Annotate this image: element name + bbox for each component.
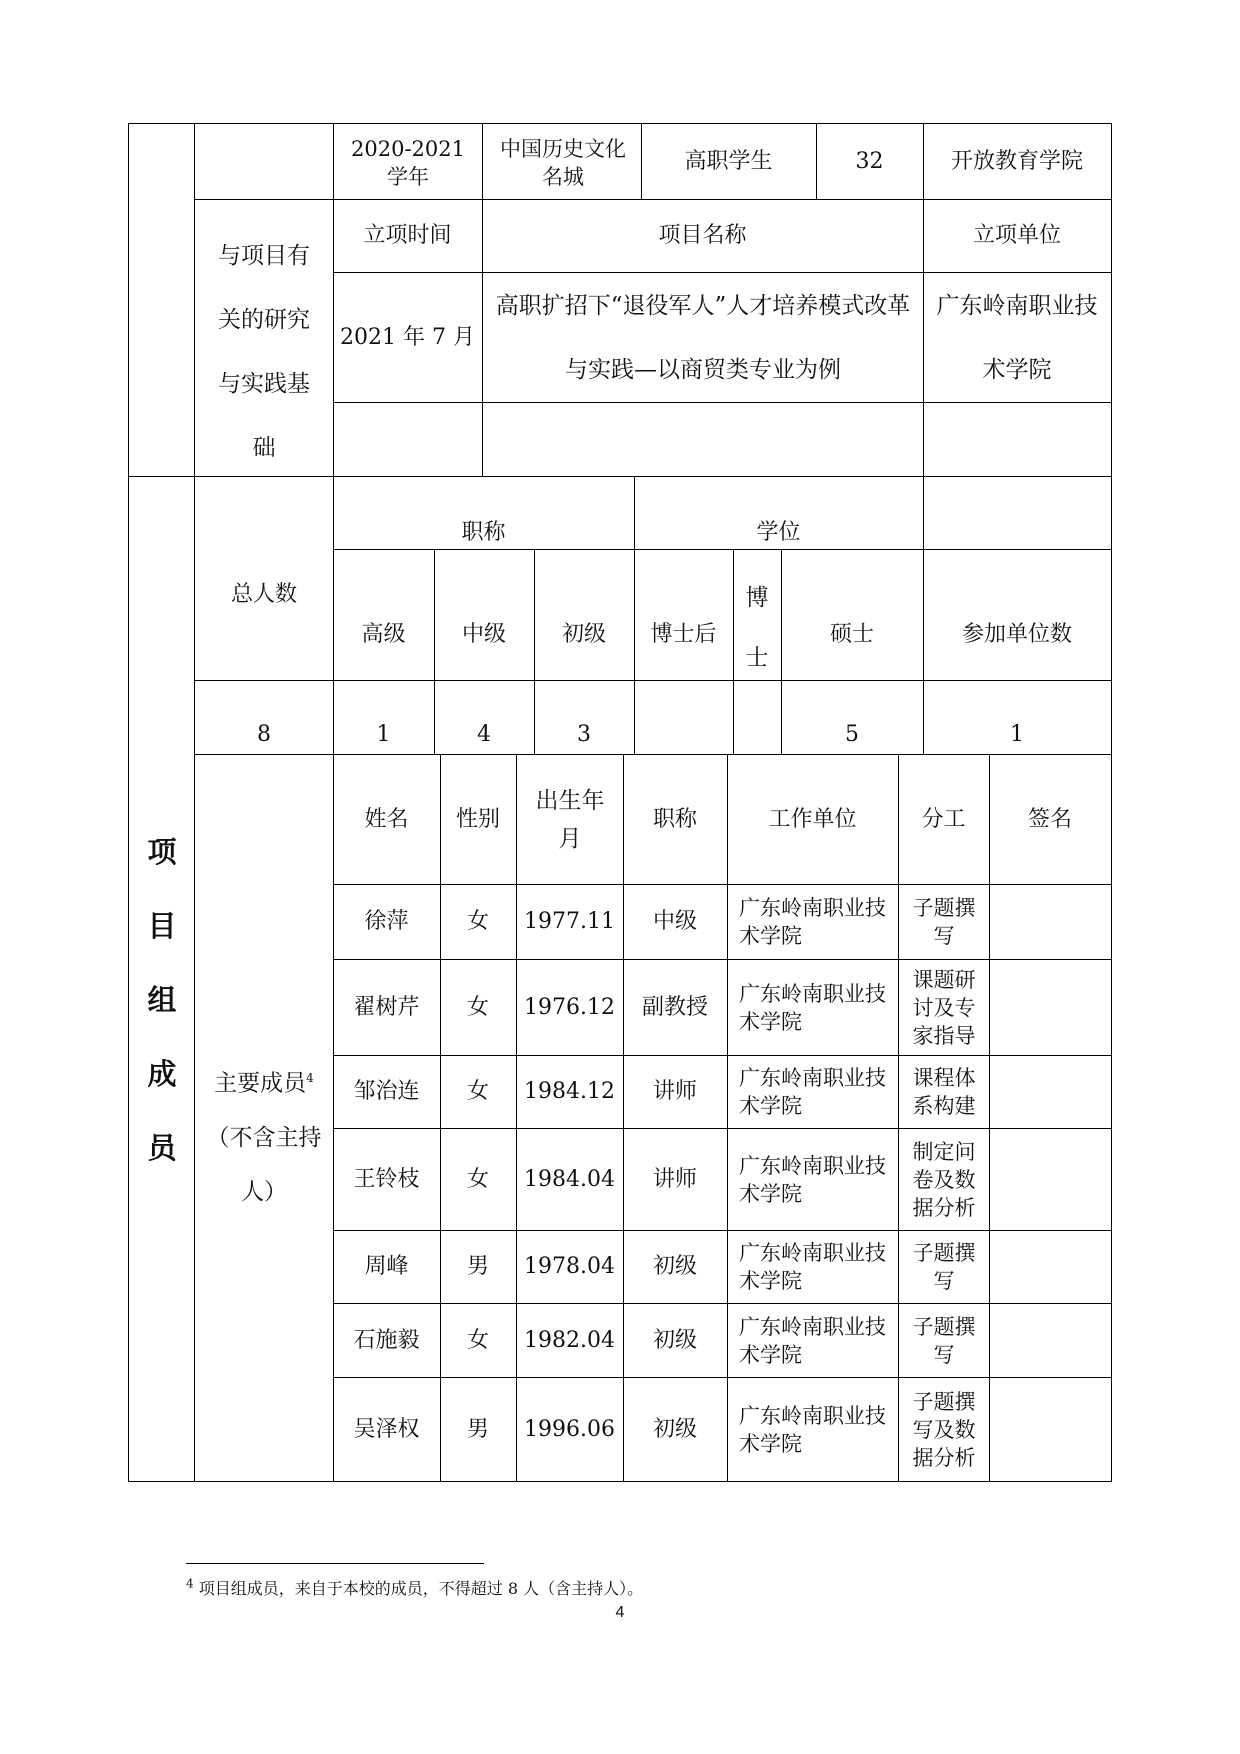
member-role: 子题撰写 — [912, 896, 976, 948]
member-birth: 1984.12 — [524, 1079, 615, 1104]
member-birth: 1977.11 — [524, 909, 615, 934]
stats-label-senior: 高级 — [361, 622, 406, 647]
member-sign — [989, 1304, 1111, 1377]
member-role: 子题撰写 — [912, 1241, 976, 1293]
member-birth: 1978.04 — [524, 1254, 615, 1279]
member-title: 讲师 — [652, 1079, 697, 1104]
member-title: 初级 — [652, 1416, 697, 1442]
stats-value-phd — [733, 716, 781, 754]
page-number: 4 — [615, 1604, 625, 1621]
member-name: 周峰 — [364, 1254, 409, 1279]
course-college: 开放教育学院 — [950, 148, 1083, 174]
member-sign — [989, 1129, 1111, 1230]
members-header-unit: 工作单位 — [768, 806, 857, 832]
member-role: 制定问卷及数据分析 — [912, 1139, 976, 1220]
member-unit: 广东岭南职业技术学院 — [739, 1153, 886, 1206]
member-birth: 1982.04 — [524, 1327, 615, 1353]
member-sign — [989, 885, 1111, 959]
stats-value-junior: 3 — [577, 722, 591, 747]
member-gender: 女 — [466, 1079, 489, 1104]
stats-label-master: 硕士 — [829, 622, 874, 647]
member-sign — [989, 1231, 1111, 1303]
member-name: 石施毅 — [353, 1327, 420, 1353]
footnote-ref: 4 — [306, 1071, 314, 1086]
research-label: 与项目有关的研究与实践基础 — [218, 243, 310, 461]
research-project-name: 高职扩招下“退役军人”人才培养模式改革与实践—以商贸类专业为例 — [495, 292, 911, 383]
member-title: 中级 — [652, 909, 697, 934]
course-year: 2020-2021 学年 — [351, 137, 465, 189]
member-sign — [989, 1378, 1111, 1481]
stats-value-senior: 1 — [376, 722, 391, 747]
member-name: 邹治连 — [353, 1079, 420, 1104]
member-role: 子题撰写 — [912, 1314, 976, 1367]
member-sign — [989, 960, 1111, 1055]
member-role: 课题研讨及专家指导 — [912, 967, 976, 1048]
stats-label-junior: 初级 — [561, 622, 606, 647]
research-header-time: 立项时间 — [363, 223, 452, 248]
member-gender: 女 — [466, 1327, 489, 1353]
member-gender: 男 — [466, 1254, 489, 1279]
member-name: 王铃枝 — [353, 1166, 420, 1192]
members-label-text: 主要成员 — [214, 1070, 307, 1097]
member-role: 课程体系构建 — [912, 1066, 976, 1118]
stats-title-group: 职称 — [461, 520, 506, 545]
member-birth: 1984.04 — [524, 1166, 615, 1192]
stats-value-master: 5 — [845, 722, 859, 747]
member-sign — [989, 1056, 1111, 1128]
member-unit: 广东岭南职业技术学院 — [739, 1403, 886, 1456]
stats-value-middle: 4 — [477, 722, 491, 747]
section-label-members: 项目组成员 — [147, 835, 177, 1165]
footnote — [186, 1576, 886, 1599]
members-header-birth: 出生年月 — [535, 788, 605, 852]
member-title: 讲师 — [652, 1166, 697, 1192]
members-header-name: 姓名 — [364, 806, 409, 832]
stats-value-total: 8 — [257, 722, 271, 747]
member-title: 副教授 — [641, 994, 708, 1020]
member-unit: 广东岭南职业技术学院 — [739, 896, 886, 948]
footnote-mark: 4 — [186, 1576, 194, 1591]
stats-total-label: 总人数 — [230, 582, 297, 607]
member-gender: 男 — [466, 1416, 489, 1442]
member-gender: 女 — [466, 1166, 489, 1192]
member-role: 子题撰写及数据分析 — [912, 1389, 976, 1470]
member-birth: 1996.06 — [524, 1416, 615, 1442]
members-label — [204, 1045, 324, 1225]
member-name: 徐萍 — [364, 909, 409, 934]
stats-value-units: 1 — [1010, 722, 1024, 747]
research-header-name: 项目名称 — [658, 223, 747, 248]
member-unit: 广东岭南职业技术学院 — [739, 1241, 886, 1293]
members-header-role: 分工 — [921, 806, 966, 832]
members-label-note: （不含主持人） — [206, 1124, 322, 1205]
member-birth: 1976.12 — [524, 994, 615, 1020]
members-header-title: 职称 — [652, 806, 697, 832]
footnote-text: 项目组成员，来自于本校的成员，不得超过 8 人（含主持人）。 — [198, 1579, 644, 1598]
member-unit: 广东岭南职业技术学院 — [739, 1314, 886, 1367]
member-gender: 女 — [466, 994, 489, 1020]
member-name: 翟树芹 — [353, 994, 420, 1020]
member-title: 初级 — [652, 1327, 697, 1353]
members-header-gender: 性别 — [455, 806, 500, 832]
research-time: 2021 年 7 月 — [340, 324, 475, 350]
member-name: 吴泽权 — [353, 1416, 420, 1442]
member-unit: 广东岭南职业技术学院 — [739, 1066, 886, 1118]
research-header-unit: 立项单位 — [972, 223, 1061, 248]
course-target: 高职学生 — [684, 148, 773, 174]
course-hours: 32 — [855, 148, 884, 174]
course-name: 中国历史文化名城 — [500, 137, 626, 189]
stats-label-postdoc: 博士后 — [650, 622, 717, 647]
research-unit: 广东岭南职业技术学院 — [936, 292, 1098, 383]
member-gender: 女 — [466, 909, 489, 934]
stats-label-phd: 博士 — [745, 585, 769, 671]
member-unit: 广东岭南职业技术学院 — [739, 981, 886, 1034]
stats-degree-group: 学位 — [756, 520, 801, 545]
footnote-rule — [186, 1563, 484, 1564]
member-title: 初级 — [652, 1254, 697, 1279]
members-header-sign: 签名 — [1027, 806, 1072, 832]
stats-value-postdoc — [634, 716, 733, 754]
stats-label-middle: 中级 — [461, 622, 506, 647]
stats-label-units: 参加单位数 — [961, 622, 1072, 647]
